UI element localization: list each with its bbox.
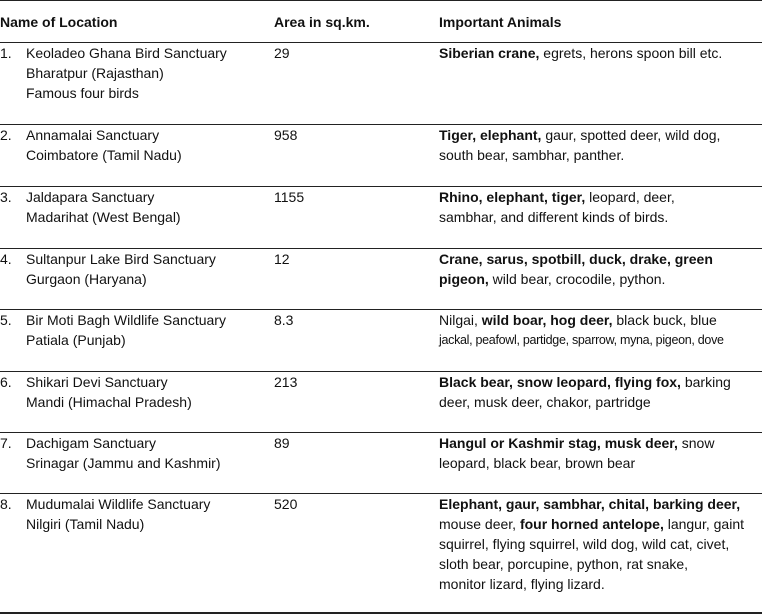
table-header <box>0 1 762 43</box>
animals-cell <box>439 494 762 613</box>
animals-line <box>439 534 762 554</box>
row-number: 2. <box>0 125 26 187</box>
animal-highlight: Tiger, elephant, <box>439 127 542 143</box>
animals-line <box>439 574 762 594</box>
table-row <box>0 249 762 310</box>
location-cell <box>26 249 274 310</box>
sanctuary-name: Sultanpur Lake Bird Sanctuary <box>26 251 216 267</box>
table-row <box>0 372 762 433</box>
animals-line <box>439 554 762 574</box>
animals-line <box>439 43 762 63</box>
animal-text: leopard, black bear, brown bear <box>439 455 636 471</box>
table-row <box>0 494 762 613</box>
location-cell <box>26 494 274 613</box>
animal-text: wild bear, crocodile, python. <box>488 271 666 287</box>
area-cell: 8.3 <box>274 310 439 372</box>
location-cell <box>26 43 274 125</box>
animals-line <box>439 433 762 453</box>
table-row <box>0 310 762 372</box>
animal-text: monitor lizard, flying lizard. <box>439 576 605 592</box>
animal-text: black buck, blue <box>612 312 717 328</box>
animal-text: deer, musk deer, chakor, partridge <box>439 394 651 410</box>
animals-cell <box>439 433 762 494</box>
animal-text: sambhar, and different kinds of birds. <box>439 209 669 225</box>
animal-text: barking <box>680 374 731 390</box>
animals-line <box>439 249 762 269</box>
table-body <box>0 43 762 613</box>
row-number: 6. <box>0 372 26 433</box>
area-cell: 958 <box>274 125 439 187</box>
table-row <box>0 187 762 249</box>
animal-text: squirrel, flying squirrel, wild dog, wild cat, civet, <box>439 536 730 552</box>
animal-highlight: Rhino, elephant, tiger, <box>439 189 586 205</box>
animal-text: jackal, peafowl, partidge, sparrow, myna, pigeon, dove <box>439 333 724 347</box>
location-cell <box>26 187 274 249</box>
sanctuary-place: Mandi (Himachal Pradesh) <box>26 394 192 410</box>
animal-highlight: Elephant, gaur, sambhar, chital, barking deer, <box>439 496 741 512</box>
animal-text: mouse deer, <box>439 516 520 532</box>
animal-highlight: Hangul or Kashmir stag, musk deer, <box>439 435 678 451</box>
animal-text: south bear, sambhar, panther. <box>439 147 625 163</box>
animal-highlight: Siberian crane, <box>439 45 540 61</box>
animals-line <box>439 269 762 289</box>
location-cell <box>26 125 274 187</box>
row-number: 7. <box>0 433 26 494</box>
sanctuary-place: Patiala (Punjab) <box>26 332 126 348</box>
area-cell: 520 <box>274 494 439 613</box>
sanctuary-name: Jaldapara Sanctuary <box>26 189 155 205</box>
location-cell <box>26 310 274 372</box>
animal-text: egrets, herons spoon bill etc. <box>539 45 723 61</box>
animal-text: langur, gaint <box>663 516 744 532</box>
header-location: Name of Location <box>0 1 274 43</box>
sanctuary-note: Famous four birds <box>26 85 139 101</box>
animals-line <box>439 514 762 534</box>
animal-highlight: pigeon, <box>439 271 489 287</box>
sanctuary-name: Annamalai Sanctuary <box>26 127 160 143</box>
sanctuary-place: Srinagar (Jammu and Kashmir) <box>26 455 221 471</box>
animals-line <box>439 392 762 412</box>
animal-text: gaur, spotted deer, wild dog, <box>541 127 721 143</box>
animals-line <box>439 453 762 473</box>
sanctuary-name: Mudumalai Wildlife Sanctuary <box>26 496 211 512</box>
animal-highlight: four horned antelope, <box>519 516 664 532</box>
table-row <box>0 125 762 187</box>
animals-cell <box>439 310 762 372</box>
animal-text: snow <box>677 435 715 451</box>
animal-highlight: Black bear, snow leopard, flying fox, <box>439 374 681 390</box>
header-row <box>0 1 762 43</box>
area-cell: 1155 <box>274 187 439 249</box>
row-number: 3. <box>0 187 26 249</box>
sanctuary-place: Coimbatore (Tamil Nadu) <box>26 147 182 163</box>
animals-line <box>439 372 762 392</box>
sanctuary-name: Dachigam Sanctuary <box>26 435 156 451</box>
location-cell <box>26 372 274 433</box>
row-number: 5. <box>0 310 26 372</box>
sanctuary-place: Nilgiri (Tamil Nadu) <box>26 516 145 532</box>
row-number: 4. <box>0 249 26 310</box>
animals-cell <box>439 187 762 249</box>
animal-text: leopard, deer, <box>585 189 675 205</box>
row-number: 8. <box>0 494 26 613</box>
animals-line <box>439 125 762 145</box>
area-cell: 213 <box>274 372 439 433</box>
area-cell: 12 <box>274 249 439 310</box>
animals-cell <box>439 249 762 310</box>
table-row <box>0 433 762 494</box>
animal-text: Nilgai, <box>439 312 482 328</box>
header-area: Area in sq.km. <box>274 1 439 43</box>
animal-highlight: wild boar, hog deer, <box>481 312 613 328</box>
animal-text: sloth bear, porcupine, python, rat snake, <box>439 556 689 572</box>
area-cell: 89 <box>274 433 439 494</box>
animals-line <box>439 310 762 330</box>
sanctuary-name: Keoladeo Ghana Bird Sanctuary <box>26 45 227 61</box>
sanctuary-place: Bharatpur (Rajasthan) <box>26 65 164 81</box>
row-number: 1. <box>0 43 26 125</box>
animals-line <box>439 494 762 514</box>
sanctuary-place: Gurgaon (Haryana) <box>26 271 147 287</box>
animals-line <box>439 187 762 207</box>
animals-line <box>439 207 762 227</box>
animals-cell <box>439 43 762 125</box>
location-cell <box>26 433 274 494</box>
animals-cell <box>439 372 762 433</box>
header-animals: Important Animals <box>439 1 762 43</box>
sanctuary-name: Bir Moti Bagh Wildlife Sanctuary <box>26 312 226 328</box>
table-row <box>0 43 762 125</box>
area-cell: 29 <box>274 43 439 125</box>
animals-cell <box>439 125 762 187</box>
animals-line <box>439 330 762 350</box>
sanctuary-name: Shikari Devi Sanctuary <box>26 374 168 390</box>
animal-highlight: Crane, sarus, spotbill, duck, drake, green <box>439 251 713 267</box>
animals-line <box>439 145 762 165</box>
sanctuary-place: Madarihat (West Bengal) <box>26 209 181 225</box>
